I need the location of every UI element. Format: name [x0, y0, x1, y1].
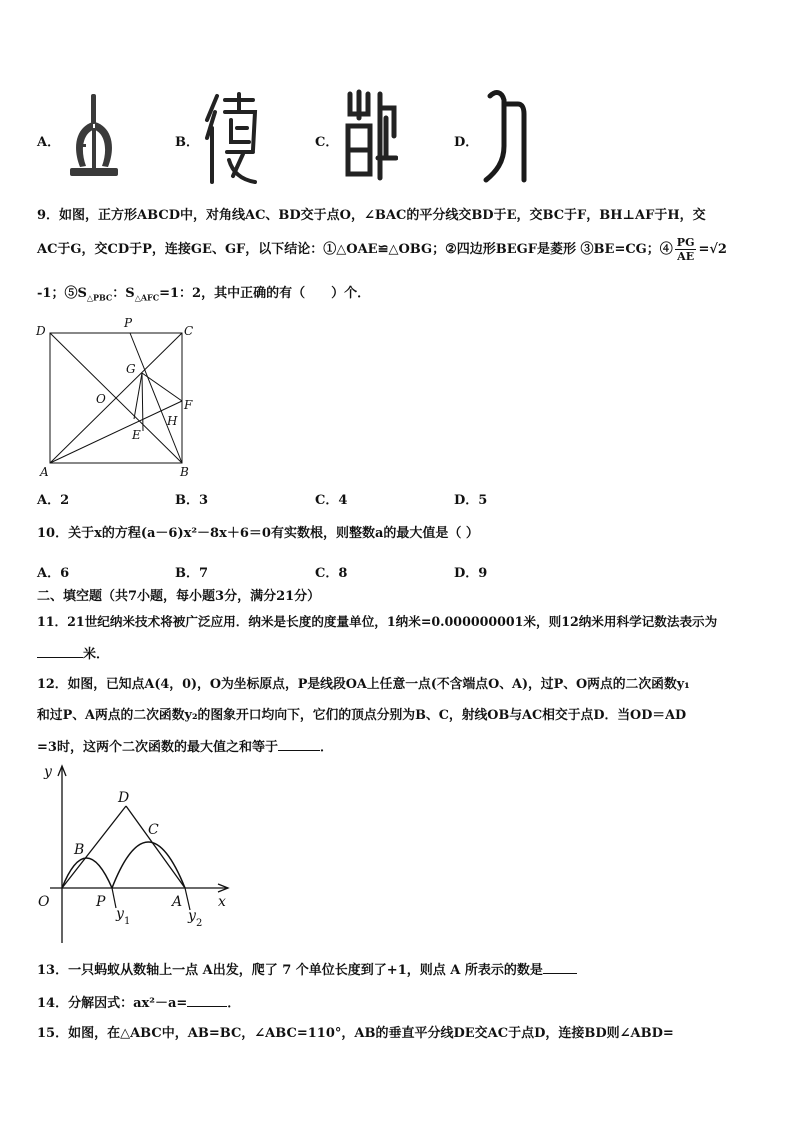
q8-option-a-label: A．: [37, 135, 61, 150]
q9-line3-part-c: =1：2，其中正确的有（ ）个．: [159, 286, 371, 301]
q11-text-line-2: [37, 645, 109, 664]
q12-label-B: B: [74, 842, 85, 858]
q9-label-D: D: [36, 324, 46, 338]
q10-option-d: D．9: [454, 566, 488, 581]
q13-text-line: [37, 961, 577, 980]
q11-answer-blank[interactable]: [37, 645, 83, 658]
seal-character-b-image: [203, 90, 259, 188]
q14-answer-blank[interactable]: [187, 994, 227, 1007]
q9-option-b: B．3: [175, 493, 209, 508]
q12-label-y: y: [44, 764, 52, 780]
q9-text-line-2-post: =√2: [698, 242, 727, 257]
q12-text-line-3: [37, 738, 333, 757]
q9-label-G: G: [126, 362, 136, 376]
q10-option-a: A．6: [37, 566, 70, 581]
q9-label-C: C: [184, 324, 194, 338]
q9-label-E: E: [132, 428, 141, 442]
q9-label-P: P: [124, 316, 133, 330]
q9-label-O: O: [96, 392, 106, 406]
q11-line2-text: 米．: [83, 647, 110, 662]
q12-parabola-figure: [30, 758, 245, 948]
q10-option-b: B．7: [175, 566, 209, 581]
q13-text: 13．一只蚂蚁从数轴上一点 A出发，爬了 7 个单位长度到了+1，则点 A 所表示的数是: [37, 963, 543, 978]
q12-label-O: O: [38, 894, 50, 910]
q12-label-D: D: [118, 790, 130, 806]
q9-line3-part-b: ：S: [112, 286, 135, 301]
q9-fraction-denominator: AE: [677, 250, 695, 263]
q12-label-A: A: [172, 894, 183, 910]
q12-label-y1-sub: 1: [124, 916, 131, 927]
q9-option-c: C．4: [315, 493, 348, 508]
section-2-heading: 二、填空题（共7小题，每小题3分，满分21分）: [37, 589, 321, 604]
q9-label-B: B: [180, 465, 189, 479]
q12-label-y2-sub: 2: [196, 918, 203, 929]
q12-answer-blank[interactable]: [278, 738, 320, 751]
q8-option-b-label: B．: [175, 135, 199, 150]
q11-text-line-1: 11．21世纪纳米技术将被广泛应用．纳米是长度的度量单位，1纳米=0.000000001米，则12纳米用科学记数法表示为: [37, 614, 718, 629]
q12-label-y2: y: [188, 908, 196, 924]
q12-label-C: C: [148, 822, 159, 838]
q9-text-line-2-pre: AC于G，交CD于P，连接GE、GF，以下结论：①△OAE≌△OBG；②四边形BEGF是菱形 ③BE=CG；④: [37, 242, 673, 257]
q10-text: 10．关于x的方程(a－6)x²－8x＋6＝0有实数根，则整数a的最大值是（ ）: [37, 526, 479, 541]
q14-text: 14．分解因式：ax²－a=: [37, 996, 188, 1011]
q9-line3-sub-1: △PBC: [86, 292, 113, 303]
q12-text-line-2: 和过P、A两点的二次函数y₂的图象开口均向下，它们的顶点分别为B、C，射线OB与AC相交于点D．当OD＝AD: [37, 708, 687, 723]
q9-fraction-numerator: PG: [676, 236, 695, 249]
q9-text-line-3: [37, 285, 370, 307]
seal-character-c-image: [342, 88, 398, 184]
q9-fraction: [675, 236, 697, 263]
q8-option-d-label: D．: [454, 135, 479, 150]
q9-text-line-2: [37, 236, 727, 263]
q9-label-H: H: [167, 414, 178, 428]
q9-option-d: D．5: [454, 493, 488, 508]
q14-text-line: [37, 994, 240, 1013]
q12-label-P: P: [96, 894, 106, 910]
q9-line3-part-a: -1；⑤S: [37, 286, 87, 301]
q9-label-A: A: [40, 465, 49, 479]
q9-line3-sub-2: △AFC: [134, 292, 160, 303]
q10-option-c: C．8: [315, 566, 348, 581]
q12-line3-text: =3时，这两个二次函数的最大值之和等于: [37, 740, 278, 755]
seal-character-a-image: [66, 92, 122, 184]
q12-label-y1: y: [116, 906, 124, 922]
q9-text-line-1: 9．如图，正方形ABCD中，对角线AC、BD交于点O，∠BAC的平分线交BD于E，交BC于F，BH⊥AF于H，交: [37, 208, 706, 223]
q12-line3-end: ．: [319, 740, 333, 755]
q14-end: ．: [227, 996, 241, 1011]
q12-text-line-1: 12．如图，已知点A(4，0)，O为坐标原点，P是线段OA上任意一点(不含端点O、A)，过P、O两点的二次函数y₁: [37, 677, 690, 692]
q9-square-figure: [30, 315, 205, 480]
q15-text: 15．如图，在△ABC中，AB=BC，∠ABC=110°，AB的垂直平分线DE交AC于点D，连接BD则∠ABD=: [37, 1026, 674, 1041]
q8-option-c-label: C．: [315, 135, 339, 150]
q9-option-a: A．2: [37, 493, 70, 508]
q13-answer-blank[interactable]: [543, 961, 577, 974]
q12-label-x: x: [218, 894, 226, 910]
seal-character-d-image: [482, 86, 532, 186]
q9-label-F: F: [184, 398, 193, 412]
